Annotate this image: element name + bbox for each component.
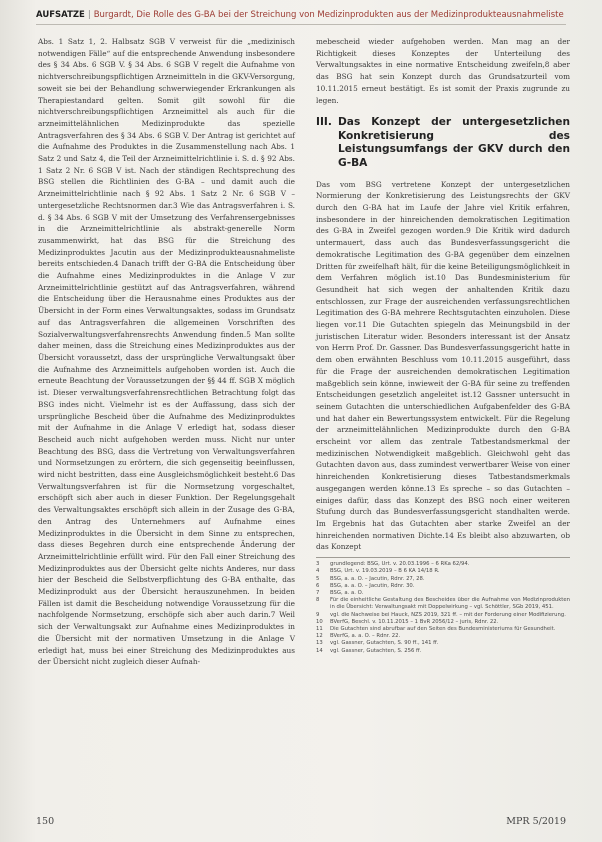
footnote [316, 590, 570, 597]
running-header [36, 10, 566, 25]
section-heading [316, 116, 570, 170]
footnote [316, 648, 570, 655]
footnote-text: grundlegend: BSG, Urt. v. 20.03.1996 – 6 RKa 62/94. [330, 561, 470, 568]
page-number: 150 [36, 816, 55, 827]
body-paragraph: Abs. 1 Satz 1, 2. Halbsatz SGB V verweist für die „medizinisch notwendigen Fälle“ auf die entsprechende Anwendung insbesondere des § 34 Abs. 6 SGB V. § 34 Abs. 6 SGB V regelt die Aufnahme von nichtverschreibungspflichtigen Arzneimitteln in die GKV-Versorgung, soweit sie bei der Behandlung schwerwiegender Erkrankungen als Therapiestandard gelten. Somit gilt sowohl für die nichtverschreibungspflichtigen Arzneimittel als auch für die arzneimittelähnlichen Medizinprodukte das spezielle Antragsverfahren des § 34 Abs. 6 SGB V. Der Antrag ist gerichtet auf die Aufnahme des Produktes in die Zusammenstellung nach Abs. 1 Satz 2 und Satz 4, die Teil der Arzneimittelrichtlinie i. S. d. § 92 Abs. 1 Satz 2 Nr. 6 SGB V ist. Nach der ständigen Rechtsprechung des BSG stellen die Richtlinien des G-BA – und damit auch die Arzneimittelrichtlinie nach § 92 Abs. 1 Satz 2 Nr. 6 SGB V – untergesetzliche Rechtsnormen dar.3 Wie das Antragsverfahren i. S. d. § 34 Abs. 6 SGB V mit der Umsetzung des Verfahrensergebnisses in die Arzneimittelrichtlinie als abstrakt-generelle Norm zusammenwirkt, hat das BSG für die Streichung des Medizinproduktes Jacutin aus der Medizinprodukteausnahmeliste bereits entschieden.4 Danach trifft der G-BA die Entscheidung über die Aufnahme eines Medizinproduktes in die Anlage V zur Arzneimittelrichtlinie gestützt auf das Antragsverfahren, während die Entscheidung über die Herausnahme eines Produktes aus der Übersicht in der Form eines Verwaltungsaktes, sodass im Grundsatz auf das Antragsverfahren die allgemeinen Vorschriften des Sozialverwaltungsverfahrensrechts Anwendung finden.5 Man sollte daher meinen, dass die Streichung eines Medizinproduktes aus der Übersicht voraussetzt, dass der ursprüngliche Verwaltungsakt über die Aufnahme des Arzneimittels aufgehoben worden ist. Auch die erneute Beachtung der Voraussetzungen der §§ 44 ff. SGB X möglich ist. Dieser verwaltungsverfahrensrechtlichen Betrachtung folgt das BSG indes nicht. Vielmehr ist es der Auffassung, dass sich der ursprüngliche Bescheid über die Aufnahme des Medizinproduktes mit der Aufnahme in die Anlage V erledigt hat, sodass dieser Bescheid auch nicht aufgehoben werden muss. Nicht nur unter Beachtung des BSG, dass die Vertretung von Verwaltungsverfahren und Normsetzungen zu erörtern, die sich gegenseitig beeinflussen, wird nicht bestritten, dass eine Ausgleichsmöglichkeit besteht.6 Das Verwaltungsverfahren ist für die Normsetzung vorgeschaltet, erschöpft sich aber auch in dieser Funktion. Der Regelungsgehalt des Verwaltungsaktes erschöpft sich allein in der Zusage des G-BA, den Antrag des Unternehmers auf Aufnahme eines Medizinproduktes in die Übersicht in dem Sinne zu entsprechen, dass dieses Begehren durch eine entsprechende Änderung der Arzneimittelrichtlinie erfüllt wird. Für den Fall einer Streichung des Medizinproduktes aus der Übersicht gelte nichts Anderes, nur dass hier der Bescheid die Selbstverpflichtung des G-BA enthalte, das Medizinprodukt aus der Übersicht herauszunehmen. In beiden Fällen ist damit die Bescheidung notwendige Voraussetzung für die nachfolgende Normsetzung, erschöpfe sich aber auch darin.7 Weil sich der Verwaltungsakt zur Aufnahme eines Medizinproduktes in die Übersicht mit der normativen Umsetzung in die Anlage V erledigt hat, muss bei einer Streichung des Medizinproduktes aus der Übersicht nicht zugleich dieser Aufnah- [38, 37, 295, 667]
section-body: Das vom BSG vertretene Konzept der untergesetzlichen Normierung der Konkretisierung des Leistungsrechts der GKV durch den G-BA hat im Laufe der Jahre viel Kritik erfahren, insbesondere in der hinreichenden demokratischen Legitimation des G-BA in Zweifel gezogen worden.9 Die Kritik wird dadurch untermauert, dass auch das Bundesverfassungsgericht die demokratische Legitimation des G-BA gegenüber dem einzelnen Dritten für zweifelhaft hält, für die keine Beteiligungsmöglichkeit in dem Verfahren möglich ist.10 Das Bundesministerium für Gesundheit hat sich wegen der anhaltenden Kritik dazu entschlossen, zur Frage der ausreichenden verfassungsrechtlichen Legitimation des G-BA mehrere Rechtsgutachten einzuholen. Diese liegen vor.11 Die Gutachten spiegeln das Meinungsbild in der juristischen Literatur wider. Besonders interessant ist der Ansatz von Herrn Prof. Dr. Gassner. Das Bundesverfassungsgericht hatte in dem oben erwähnten Beschluss vom 10.11.2015 ausgeführt, dass für die Frage der ausreichenden demokratischen Legitimation maßgeblich sein könne, inwieweit der G-BA für seine zu treffenden Entscheidungen gesetzlich angeleitet ist.12 Gassner untersucht in seinem Gutachten die unterschiedlichen Aufgabenfelder des G-BA und hat daher ein Bewertungssystem entwickelt. Für die Regelung der arzneimittelähnlichen Medizinprodukte durch den G-BA erscheint vor allem das zentrale Tatbestandsmerkmal der medizinischen Notwendigkeit maßgeblich. Gleichwohl geht das Gutachten davon aus, dass zumindest verwertbarer Weise von einer hinreichenden Konkretisierung dieses Tatbestandsmerkmals ausgegangen werden könne.13 Es spreche – so das Gutachten – einiges dafür, dass das Konzept des BSG noch einer weiteren Stufung durch das Bundesverfassungsgericht standhalten werde. Im Ergebnis hat das Gutachten aber starke Zweifel an der hinreichenden normativen Dichte.14 Es bleibt also abzuwarten, ob das Konzept [316, 179, 570, 552]
section-kicker: AUFSÄTZE [36, 10, 85, 20]
footnote-divider [316, 557, 570, 558]
footnote-number: 9 [316, 611, 320, 618]
footnote-text: BSG, a. a. O. – Jacutin, Rdnr. 30. [330, 582, 415, 589]
footnote-text: BSG, Urt. v. 19.03.2019 – B 6 KA 14/18 R. [330, 568, 440, 575]
footnote-text: Für die einheitliche Gestaltung des Bescheides über die Aufnahme von Medizinprodukten in die Übersicht: Verwaltungsakt mit Doppelwirkung – vgl. Schöttler, SGb 2019, 451. [330, 597, 570, 611]
footnote-text: vgl. die Nachweise bei Hauck, NZS 2019, 321 ff. – mit der Forderung einer Modifizierung. [330, 611, 566, 618]
footnote-number: 4 [316, 568, 320, 575]
footnote-text: BSG, a. a. O. – Jacutin, Rdnr. 27, 28. [330, 575, 425, 582]
footnote-number: 10 [316, 618, 323, 625]
journal-issue: MPR 5/2019 [506, 816, 566, 827]
footnotes-list [316, 561, 570, 655]
footnote-text: BSG, a. a. O. [330, 589, 364, 596]
footnote [316, 597, 570, 611]
footnote [316, 561, 570, 568]
footnote-number: 11 [316, 625, 323, 632]
footnote [316, 568, 570, 575]
body-paragraph-continued: mebescheid wieder aufgehoben werden. Man mag an der Richtigkeit dieses Konzeptes der Unterteilung des Verwaltungsaktes in eine normative Entscheidung zweifeln,8 aber das BSG hat sein Konzept durch das Grundsatzurteil vom 10.11.2015 erneut bestätigt. Es ist somit der Praxis zugrunde zu legen. [316, 37, 570, 105]
footnote-number: 8 [316, 597, 320, 604]
footnote-number: 5 [316, 575, 320, 582]
footnote-number: 14 [316, 647, 323, 654]
footnote [316, 640, 570, 647]
footnote-number: 13 [316, 640, 323, 647]
footnote-number: 6 [316, 582, 320, 589]
footnote [316, 583, 570, 590]
footnote [316, 619, 570, 626]
footnote-text: Die Gutachten sind abrufbar auf den Seiten des Bundesministeriums für Gesundheit. [330, 625, 556, 632]
footnote [316, 633, 570, 640]
footnote [316, 626, 570, 633]
footnote-number: 12 [316, 633, 323, 640]
footnote-number: 3 [316, 561, 320, 568]
running-title: Burgardt, Die Rolle des G-BA bei der Streichung von Medizinprodukten aus der Medizinprodukteausnahmeliste [93, 10, 564, 20]
footnote-text: BVerfG, a. a. O. – Rdnr. 22. [330, 633, 401, 640]
footnote [316, 612, 570, 619]
footnote-text: vgl. Gassner, Gutachten, S. 256 ff. [330, 647, 422, 654]
footnote-number: 7 [316, 589, 320, 596]
section-heading-number: III. [316, 116, 332, 129]
right-column [316, 36, 570, 655]
footnote [316, 576, 570, 583]
footnote-text: BVerfG, Beschl. v. 10.11.2015 – 1 BvR 2056/12 – juris, Rdnr. 22. [330, 618, 499, 625]
footnote-text: vgl. Gassner, Gutachten, S. 90 ff., 141 ff. [330, 640, 439, 647]
section-heading-text: Das Konzept der untergesetzlichen Konkretisierung des Leistungsumfangs der GKV durch den G-BA [338, 116, 570, 169]
left-column [38, 36, 295, 668]
header-separator: | [87, 10, 91, 20]
